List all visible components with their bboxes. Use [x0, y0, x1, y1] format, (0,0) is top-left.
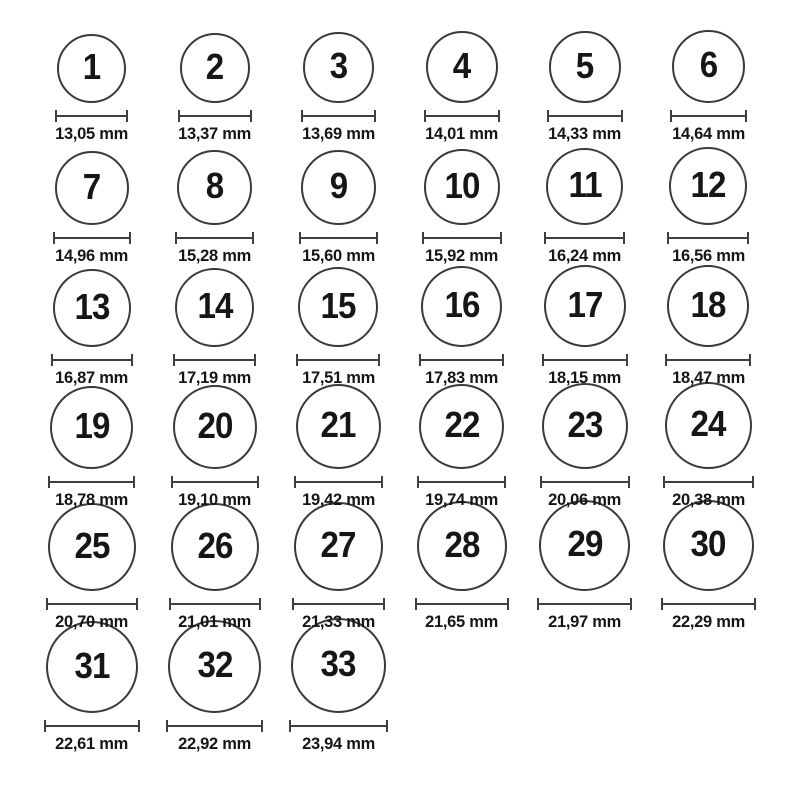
diameter-label: 17,19 mm [178, 367, 252, 387]
diameter-label: 22,29 mm [671, 611, 745, 631]
diameter-measure-line [422, 232, 502, 244]
diameter-label: 14,33 mm [548, 123, 622, 143]
ring-size-number: 28 [444, 523, 480, 565]
ring-size-item [30, 266, 153, 388]
diameter-measure-line [415, 598, 509, 610]
ring-circle [298, 267, 378, 347]
ring-circle [50, 386, 133, 469]
diameter-measure-line [417, 476, 506, 488]
ring-circle [426, 31, 498, 103]
diameter-label: 15,92 mm [425, 245, 499, 265]
ring-size-item [153, 266, 276, 388]
ring-size-number: 3 [329, 45, 348, 87]
ring-size-number: 20 [197, 404, 233, 446]
ring-size-item [523, 266, 646, 388]
diameter-measure-line [424, 110, 500, 122]
diameter-label: 18,15 mm [548, 367, 622, 387]
ring-size-number: 9 [329, 165, 348, 207]
ring-size-number: 18 [690, 283, 726, 325]
diameter-measure-line [175, 232, 254, 244]
diameter-label: 13,69 mm [301, 123, 375, 143]
ring-circle [663, 500, 754, 591]
ring-size-item [523, 22, 646, 144]
ring-size-number: 17 [567, 283, 603, 325]
diameter-label: 21,01 mm [178, 611, 252, 631]
diameter-measure-line [542, 354, 628, 366]
diameter-measure-line [53, 232, 131, 244]
diameter-label: 20,38 mm [671, 489, 745, 509]
ring-size-item [153, 632, 276, 754]
diameter-label: 20,70 mm [55, 611, 129, 631]
ring-size-number: 6 [699, 44, 718, 86]
diameter-measure-line [173, 354, 256, 366]
ring-size-number: 21 [320, 404, 356, 446]
ring-size-number: 11 [568, 164, 602, 206]
ring-size-item [153, 510, 276, 632]
ring-size-number: 24 [690, 403, 726, 445]
ring-size-number: 12 [690, 163, 726, 205]
ring-size-item [277, 510, 400, 632]
diameter-label: 19,74 mm [425, 489, 499, 509]
diameter-measure-line [289, 720, 388, 732]
ring-size-number: 1 [82, 46, 101, 88]
ring-circle [168, 620, 261, 713]
ring-circle [417, 501, 507, 591]
ring-circle [294, 502, 383, 591]
diameter-measure-line [667, 232, 749, 244]
diameter-measure-line [171, 476, 259, 488]
diameter-measure-line [166, 720, 263, 732]
ring-circle [667, 265, 749, 347]
diameter-label: 20,06 mm [548, 489, 622, 509]
ring-size-number: 4 [452, 44, 471, 86]
ring-circle [544, 265, 626, 347]
ring-circle [55, 151, 129, 225]
diameter-measure-line [665, 354, 751, 366]
diameter-label: 14,96 mm [55, 245, 129, 265]
diameter-label: 21,65 mm [425, 611, 499, 631]
diameter-measure-line [547, 110, 623, 122]
diameter-label: 23,94 mm [301, 733, 375, 753]
ring-size-number: 30 [690, 523, 726, 565]
ring-size-number: 8 [206, 165, 224, 207]
ring-size-item [647, 144, 770, 266]
diameter-measure-line [292, 598, 385, 610]
ring-size-number: 16 [444, 284, 480, 326]
diameter-label: 15,60 mm [301, 245, 375, 265]
ring-size-item [277, 22, 400, 144]
ring-size-item [277, 266, 400, 388]
ring-circle [171, 503, 259, 591]
ring-size-number: 29 [567, 523, 603, 565]
ring-circle [424, 149, 500, 225]
ring-size-item [400, 388, 523, 510]
diameter-label: 19,10 mm [178, 489, 252, 509]
ring-size-item [30, 144, 153, 266]
diameter-label: 14,01 mm [425, 123, 499, 143]
ring-circle [672, 30, 745, 103]
ring-circle [669, 147, 747, 225]
ring-size-number: 7 [82, 165, 101, 207]
ring-size-number: 25 [74, 524, 110, 566]
diameter-measure-line [299, 232, 378, 244]
ring-size-number: 13 [74, 285, 110, 327]
ring-circle [539, 500, 630, 591]
ring-size-item [153, 22, 276, 144]
ring-circle [301, 150, 376, 225]
diameter-label: 18,78 mm [55, 489, 129, 509]
ring-size-number: 33 [320, 643, 356, 685]
diameter-measure-line [661, 598, 756, 610]
ring-circle [542, 383, 628, 469]
ring-circle [549, 31, 621, 103]
diameter-measure-line [169, 598, 261, 610]
ring-size-number: 27 [320, 524, 356, 566]
diameter-measure-line [296, 354, 380, 366]
ring-size-item [400, 144, 523, 266]
ring-circle [175, 268, 254, 347]
ring-size-number: 23 [567, 403, 603, 445]
diameter-label: 19,42 mm [301, 489, 375, 509]
ring-circle [296, 384, 381, 469]
diameter-label: 16,56 mm [671, 245, 745, 265]
ring-circle [57, 34, 126, 103]
ring-size-number: 26 [197, 524, 233, 566]
diameter-label: 13,37 mm [178, 123, 252, 143]
ring-circle [421, 266, 502, 347]
diameter-measure-line [44, 720, 140, 732]
ring-size-number: 32 [197, 644, 233, 686]
diameter-measure-line [544, 232, 625, 244]
diameter-label: 17,51 mm [301, 367, 375, 387]
ring-size-number: 5 [576, 44, 594, 86]
diameter-measure-line [670, 110, 747, 122]
ring-circle [48, 503, 136, 591]
ring-size-item [277, 388, 400, 510]
ring-size-item [30, 22, 153, 144]
diameter-measure-line [178, 110, 252, 122]
diameter-label: 21,33 mm [301, 611, 375, 631]
ring-size-item [523, 510, 646, 632]
diameter-label: 16,24 mm [548, 245, 622, 265]
diameter-label: 17,83 mm [425, 367, 499, 387]
diameter-label: 14,64 mm [671, 123, 745, 143]
diameter-label: 16,87 mm [55, 367, 129, 387]
diameter-measure-line [294, 476, 383, 488]
ring-circle [53, 269, 131, 347]
ring-size-number: 15 [320, 284, 356, 326]
ring-size-number: 14 [197, 285, 233, 327]
ring-size-item [523, 388, 646, 510]
ring-size-number: 19 [74, 405, 110, 447]
ring-size-number: 2 [206, 45, 224, 87]
ring-size-item [647, 510, 770, 632]
ring-size-item [30, 510, 153, 632]
diameter-measure-line [419, 354, 504, 366]
ring-circle [177, 150, 252, 225]
ring-size-item [277, 632, 400, 754]
diameter-label: 22,92 mm [178, 733, 252, 753]
ring-circle [46, 621, 138, 713]
diameter-measure-line [55, 110, 128, 122]
ring-size-item [153, 388, 276, 510]
diameter-label: 21,97 mm [548, 611, 622, 631]
diameter-label: 13,05 mm [55, 123, 129, 143]
diameter-measure-line [663, 476, 754, 488]
ring-size-item [277, 144, 400, 266]
diameter-measure-line [46, 598, 138, 610]
ring-size-item [30, 632, 153, 754]
ring-circle [180, 33, 250, 103]
ring-size-item [400, 22, 523, 144]
ring-circle [665, 382, 752, 469]
ring-circle [303, 32, 374, 103]
diameter-label: 18,47 mm [671, 367, 745, 387]
ring-size-item [153, 144, 276, 266]
ring-size-item [400, 510, 523, 632]
ring-size-item [647, 266, 770, 388]
ring-size-item [647, 22, 770, 144]
ring-circle [419, 384, 504, 469]
diameter-measure-line [540, 476, 630, 488]
ring-size-number: 22 [444, 404, 480, 446]
diameter-measure-line [301, 110, 376, 122]
ring-circle [173, 385, 257, 469]
ring-size-item [30, 388, 153, 510]
ring-size-item [647, 388, 770, 510]
diameter-label: 15,28 mm [178, 245, 252, 265]
diameter-label: 22,61 mm [55, 733, 129, 753]
diameter-measure-line [48, 476, 135, 488]
ring-size-number: 10 [444, 164, 480, 206]
diameter-measure-line [537, 598, 632, 610]
ring-size-number: 31 [74, 644, 110, 686]
ring-size-item [523, 144, 646, 266]
ring-size-item [400, 266, 523, 388]
ring-circle [546, 148, 623, 225]
diameter-measure-line [51, 354, 133, 366]
